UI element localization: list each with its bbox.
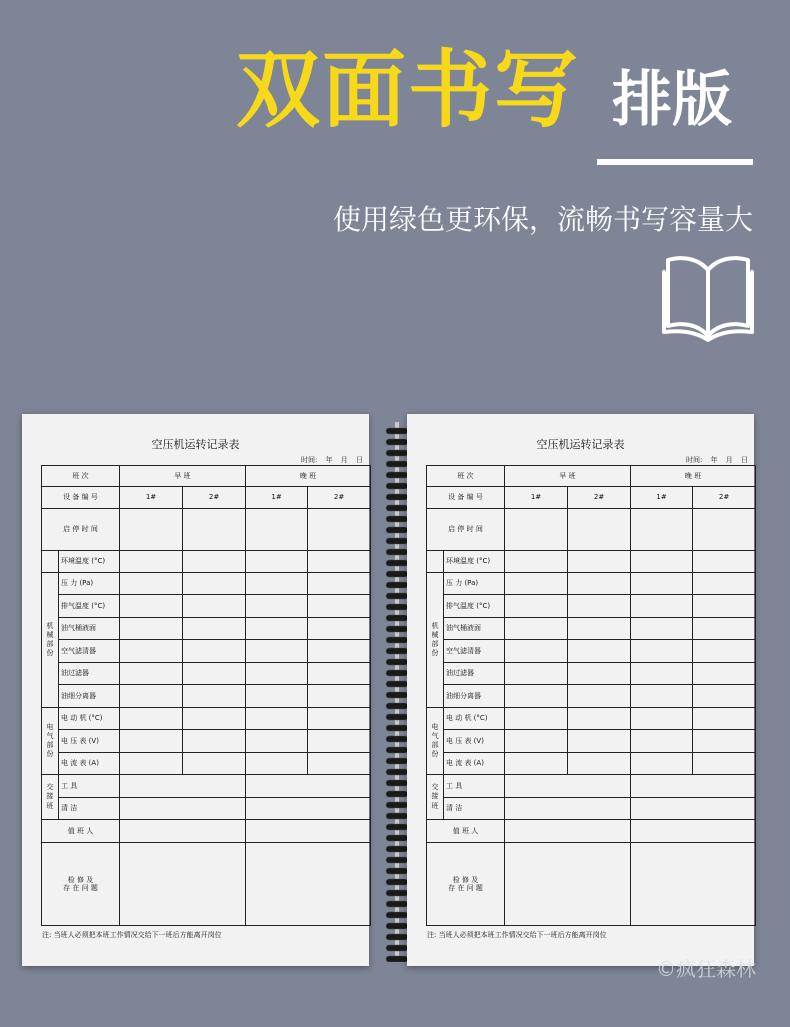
- record-table: [41, 465, 371, 926]
- table-cell[interactable]: [183, 551, 246, 573]
- unit-label: 1#: [505, 487, 568, 509]
- unit-label: 2#: [693, 487, 756, 509]
- table-row: [42, 685, 371, 708]
- spiral-coil: [386, 560, 408, 566]
- table-row: [42, 618, 371, 640]
- table-cell[interactable]: [693, 595, 756, 618]
- spiral-coil: [386, 912, 408, 918]
- handover-group-label: 交 接 班: [427, 775, 444, 820]
- unit-label: 2#: [183, 487, 246, 509]
- elec-group-label: 电 气 部 份: [42, 708, 59, 775]
- title-underline: [597, 159, 753, 165]
- equipment-no-label: 设 备 编 号: [42, 487, 120, 509]
- spiral-coil: [386, 472, 408, 478]
- row-label: 清 洁: [444, 798, 505, 820]
- table-cell[interactable]: [631, 618, 693, 640]
- table-cell[interactable]: [308, 573, 371, 595]
- table-cell[interactable]: [246, 595, 308, 618]
- table-row: [427, 708, 756, 730]
- table-cell[interactable]: [631, 708, 693, 730]
- table-cell[interactable]: [183, 753, 246, 775]
- spiral-coil: [386, 659, 408, 665]
- spiral-coil: [386, 923, 408, 929]
- spiral-coil: [386, 714, 408, 720]
- table-cell[interactable]: [246, 708, 308, 730]
- elec-group-label: 电 气 部 份: [427, 708, 444, 775]
- table-row: [427, 595, 756, 618]
- table-cell[interactable]: [631, 685, 693, 708]
- title-main: 双面书写: [236, 41, 581, 139]
- spiral-coil: [386, 692, 408, 698]
- spiral-coil: [386, 802, 408, 808]
- table-cell[interactable]: [505, 708, 568, 730]
- spiral-coil: [386, 780, 408, 786]
- spiral-coil: [386, 934, 408, 940]
- table-cell[interactable]: [246, 820, 371, 843]
- spiral-coil: [386, 461, 408, 467]
- table-cell[interactable]: [183, 595, 246, 618]
- table-cell[interactable]: [505, 509, 568, 551]
- table-cell[interactable]: [246, 775, 371, 798]
- table-cell[interactable]: [505, 595, 568, 618]
- table-cell[interactable]: [308, 663, 371, 685]
- spiral-coil: [386, 648, 408, 654]
- row-label: 油气桶液面: [444, 618, 505, 640]
- spiral-coil: [386, 637, 408, 643]
- row-label: 电 流 表 (A): [59, 753, 120, 775]
- table-cell[interactable]: [120, 708, 183, 730]
- table-row: [42, 753, 371, 775]
- table-cell[interactable]: [120, 843, 246, 926]
- table-row: [427, 640, 756, 663]
- table-cell[interactable]: [183, 640, 246, 663]
- spiral-coil: [386, 769, 408, 775]
- row-label: 油细分离器: [59, 685, 120, 708]
- on-duty-label: 值 班 人: [42, 820, 120, 843]
- spiral-coil: [386, 791, 408, 797]
- table-row: [42, 573, 371, 595]
- table-cell[interactable]: [631, 595, 693, 618]
- table-cell[interactable]: [246, 685, 308, 708]
- table-cell[interactable]: [120, 685, 183, 708]
- row-label: 电 动 机 (°C): [444, 708, 505, 730]
- sheet-title: 空压机运转记录表: [536, 438, 625, 451]
- table-cell[interactable]: [246, 843, 371, 926]
- subtitle: 使用绿色更环保，流畅书写容量大: [332, 203, 753, 236]
- table-cell[interactable]: [308, 618, 371, 640]
- spiral-coil: [386, 483, 408, 489]
- table-cell[interactable]: [308, 708, 371, 730]
- table-row: [42, 708, 371, 730]
- table-cell[interactable]: [631, 775, 756, 798]
- table-cell[interactable]: [568, 685, 631, 708]
- table-cell[interactable]: [505, 753, 568, 775]
- row-label: 油过滤器: [444, 663, 505, 685]
- table-cell[interactable]: [568, 663, 631, 685]
- table-cell[interactable]: [693, 551, 756, 573]
- morning-shift: 早 班: [505, 466, 631, 487]
- row-label: 空气滤清器: [444, 640, 505, 663]
- title-secondary: 排版: [612, 65, 732, 135]
- spiral-coil: [386, 846, 408, 852]
- table-row: [427, 685, 756, 708]
- table-cell[interactable]: [693, 708, 756, 730]
- spiral-coil: [386, 868, 408, 874]
- spiral-coil: [386, 813, 408, 819]
- spiral-coil: [386, 494, 408, 500]
- table-cell[interactable]: [308, 509, 371, 551]
- spiral-coil: [386, 703, 408, 709]
- mech-group-label: 机 械 部 份: [42, 573, 59, 708]
- table-cell[interactable]: [568, 595, 631, 618]
- table-row: [427, 663, 756, 685]
- row-label: 油细分离器: [444, 685, 505, 708]
- spiral-coil: [386, 593, 408, 599]
- table-row: [427, 618, 756, 640]
- table-row: [42, 820, 371, 843]
- row-label: 电 流 表 (A): [444, 753, 505, 775]
- repair-issues-label: 检 修 及 存 在 问 题: [427, 843, 505, 926]
- table-row: [42, 775, 371, 798]
- table-cell[interactable]: [568, 640, 631, 663]
- spiral-coil: [386, 945, 408, 951]
- spiral-coil: [386, 582, 408, 588]
- open-book-icon: [660, 252, 756, 344]
- table-cell[interactable]: [631, 753, 693, 775]
- table-row: [42, 551, 371, 573]
- table-cell[interactable]: [120, 663, 183, 685]
- table-cell[interactable]: [568, 509, 631, 551]
- table-row: [42, 663, 371, 685]
- table-cell[interactable]: [693, 685, 756, 708]
- table-cell[interactable]: [120, 753, 183, 775]
- spiral-coil: [386, 835, 408, 841]
- table-cell[interactable]: [308, 551, 371, 573]
- table-cell[interactable]: [505, 573, 568, 595]
- shift-header: 班 次: [427, 466, 505, 487]
- table-row: [427, 775, 756, 798]
- morning-shift: 早 班: [120, 466, 246, 487]
- spiral-coil: [386, 901, 408, 907]
- table-cell[interactable]: [568, 618, 631, 640]
- watermark: ©疯狂森林: [656, 957, 756, 981]
- table-row: [42, 640, 371, 663]
- evening-shift: 晚 班: [631, 466, 756, 487]
- table-cell[interactable]: [246, 640, 308, 663]
- start-stop-time-label: 启 停 时 间: [42, 509, 120, 551]
- row-label: 油过滤器: [59, 663, 120, 685]
- row-label: 电 压 表 (V): [59, 730, 120, 753]
- spiral-coil: [386, 615, 408, 621]
- spiral-coil: [386, 604, 408, 610]
- spiral-coil: [386, 670, 408, 676]
- table-cell[interactable]: [693, 618, 756, 640]
- table-cell[interactable]: [120, 551, 183, 573]
- table-row: [427, 753, 756, 775]
- table-cell[interactable]: [505, 730, 568, 753]
- table-cell[interactable]: [505, 820, 631, 843]
- table-cell[interactable]: [120, 573, 183, 595]
- evening-shift: 晚 班: [246, 466, 371, 487]
- table-cell[interactable]: [568, 708, 631, 730]
- on-duty-label: 值 班 人: [427, 820, 505, 843]
- spiral-coil: [386, 450, 408, 456]
- table-row: [427, 730, 756, 753]
- table-cell[interactable]: [693, 509, 756, 551]
- table-cell[interactable]: [631, 798, 756, 820]
- spiral-coil: [386, 428, 408, 434]
- table-cell[interactable]: [505, 843, 631, 926]
- row-label: 工 具: [444, 775, 505, 798]
- unit-label: 1#: [631, 487, 693, 509]
- table-cell[interactable]: [120, 820, 246, 843]
- start-stop-time-label: 启 停 时 间: [427, 509, 505, 551]
- table-cell[interactable]: [183, 618, 246, 640]
- table-cell[interactable]: [568, 551, 631, 573]
- unit-label: 2#: [308, 487, 371, 509]
- table-cell[interactable]: [183, 573, 246, 595]
- record-sheet-left: [22, 414, 369, 966]
- table-cell[interactable]: [631, 573, 693, 595]
- spiral-coil: [386, 736, 408, 742]
- date-line: 时间: 年 月 日: [685, 456, 748, 464]
- table-cell[interactable]: [693, 753, 756, 775]
- table-cell[interactable]: [631, 663, 693, 685]
- table-cell[interactable]: [505, 551, 568, 573]
- spiral-coil: [386, 549, 408, 555]
- table-cell[interactable]: [693, 573, 756, 595]
- unit-label: 2#: [568, 487, 631, 509]
- table-cell[interactable]: [246, 663, 308, 685]
- row-label: 油气桶液面: [59, 618, 120, 640]
- footnote: 注: 当班人必须把本班工作情况交给下一班后方能离开岗位: [427, 931, 607, 939]
- table-cell: [427, 551, 444, 573]
- row-label: 压 力 (Pa): [59, 573, 120, 595]
- table-cell[interactable]: [308, 730, 371, 753]
- sheet-title: 空压机运转记录表: [151, 438, 240, 451]
- spiral-coil: [386, 516, 408, 522]
- table-cell[interactable]: [631, 730, 693, 753]
- table-row: [42, 595, 371, 618]
- table-cell[interactable]: [120, 730, 183, 753]
- table-cell[interactable]: [246, 753, 308, 775]
- table-row: [427, 509, 756, 551]
- spiral-coil: [386, 725, 408, 731]
- table-cell[interactable]: [505, 775, 631, 798]
- row-label: 电 动 机 (°C): [59, 708, 120, 730]
- table-cell[interactable]: [183, 663, 246, 685]
- table-row: [42, 843, 371, 926]
- record-table: [426, 465, 756, 926]
- table-cell[interactable]: [120, 618, 183, 640]
- date-line: 时间: 年 月 日: [300, 456, 363, 464]
- table-cell[interactable]: [693, 663, 756, 685]
- table-row: [427, 820, 756, 843]
- table-row: [427, 466, 756, 487]
- row-label: 排气温度 (°C): [59, 595, 120, 618]
- table-cell[interactable]: [183, 509, 246, 551]
- table-row: [427, 573, 756, 595]
- record-sheet-right: [407, 414, 754, 966]
- table-cell[interactable]: [308, 753, 371, 775]
- footnote: 注: 当班人必须把本班工作情况交给下一班后方能离开岗位: [42, 931, 222, 939]
- table-cell[interactable]: [183, 708, 246, 730]
- table-cell[interactable]: [246, 730, 308, 753]
- table-cell[interactable]: [693, 730, 756, 753]
- unit-label: 1#: [120, 487, 183, 509]
- table-cell[interactable]: [631, 640, 693, 663]
- row-label: 排气温度 (°C): [444, 595, 505, 618]
- table-cell[interactable]: [505, 618, 568, 640]
- equipment-no-label: 设 备 编 号: [427, 487, 505, 509]
- row-label: 压 力 (Pa): [444, 573, 505, 595]
- table-cell[interactable]: [631, 843, 756, 926]
- table-cell[interactable]: [568, 730, 631, 753]
- table-cell[interactable]: [631, 551, 693, 573]
- row-label: 电 压 表 (V): [444, 730, 505, 753]
- spiral-coil: [386, 439, 408, 445]
- table-cell[interactable]: [246, 551, 308, 573]
- spiral-coil: [386, 626, 408, 632]
- table-cell[interactable]: [568, 573, 631, 595]
- table-cell[interactable]: [120, 798, 246, 820]
- table-cell[interactable]: [505, 663, 568, 685]
- row-label: 工 具: [59, 775, 120, 798]
- table-cell[interactable]: [246, 573, 308, 595]
- spiral-coil: [386, 890, 408, 896]
- spiral-coil: [386, 538, 408, 544]
- spiral-coil: [386, 758, 408, 764]
- shift-header: 班 次: [42, 466, 120, 487]
- table-cell[interactable]: [505, 640, 568, 663]
- table-row: [427, 798, 756, 820]
- spiral-coil: [386, 505, 408, 511]
- table-row: [42, 509, 371, 551]
- table-cell[interactable]: [183, 685, 246, 708]
- table-cell[interactable]: [120, 775, 246, 798]
- spiral-coil: [386, 824, 408, 830]
- spiral-coil: [386, 527, 408, 533]
- table-cell[interactable]: [505, 685, 568, 708]
- table-cell[interactable]: [183, 730, 246, 753]
- ambient-temp-label: 环境温度 (°C): [444, 551, 505, 573]
- spiral-coil: [386, 571, 408, 577]
- table-row: [42, 487, 371, 509]
- table-cell[interactable]: [631, 509, 693, 551]
- table-row: [427, 843, 756, 926]
- table-cell[interactable]: [120, 595, 183, 618]
- table-cell[interactable]: [308, 685, 371, 708]
- table-row: [427, 551, 756, 573]
- row-label: 清 洁: [59, 798, 120, 820]
- table-row: [42, 798, 371, 820]
- spiral-coil: [386, 747, 408, 753]
- table-row: [427, 487, 756, 509]
- table-cell[interactable]: [505, 798, 631, 820]
- spiral-coil: [386, 956, 408, 962]
- table-cell[interactable]: [246, 509, 308, 551]
- repair-issues-label: 检 修 及 存 在 问 题: [42, 843, 120, 926]
- table-cell[interactable]: [120, 509, 183, 551]
- unit-label: 1#: [246, 487, 308, 509]
- spiral-coil: [386, 681, 408, 687]
- handover-group-label: 交 接 班: [42, 775, 59, 820]
- table-cell[interactable]: [631, 820, 756, 843]
- table-cell[interactable]: [246, 798, 371, 820]
- mech-group-label: 机 械 部 份: [427, 573, 444, 708]
- row-label: 空气滤清器: [59, 640, 120, 663]
- table-cell[interactable]: [246, 618, 308, 640]
- spiral-coil: [386, 879, 408, 885]
- table-cell: [42, 551, 59, 573]
- table-cell[interactable]: [308, 595, 371, 618]
- table-cell[interactable]: [120, 640, 183, 663]
- table-cell[interactable]: [308, 640, 371, 663]
- ambient-temp-label: 环境温度 (°C): [59, 551, 120, 573]
- table-cell[interactable]: [568, 753, 631, 775]
- table-cell[interactable]: [693, 640, 756, 663]
- spiral-coil: [386, 857, 408, 863]
- table-row: [42, 730, 371, 753]
- table-row: [42, 466, 371, 487]
